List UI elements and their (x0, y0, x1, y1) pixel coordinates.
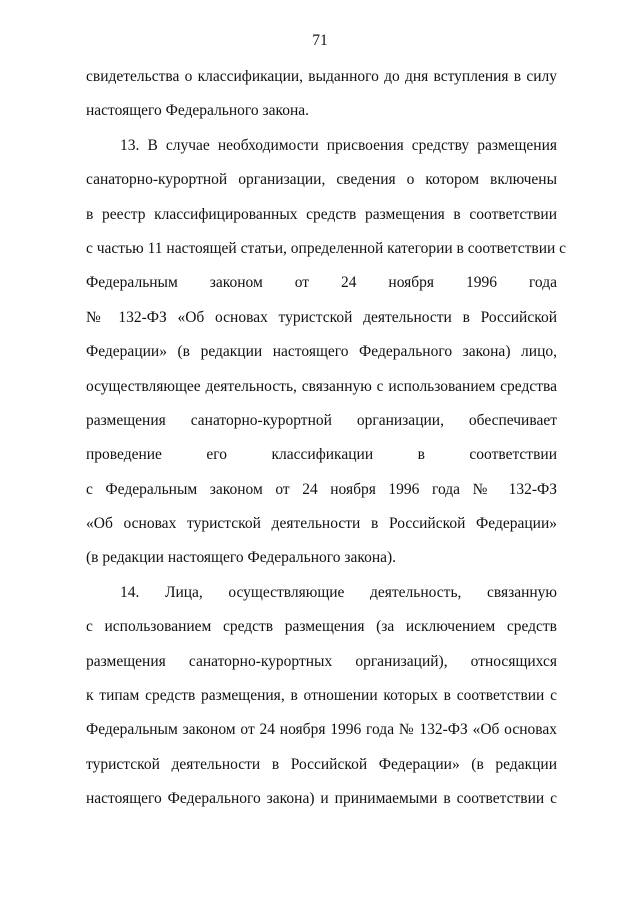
paragraph-continuation (86, 60, 557, 129)
text-line: «Об основах туристской деятельности в Российской Федерации» (86, 515, 557, 533)
text-line: размещения санаторно-курортных организаций), относящихся (86, 652, 557, 670)
text-line: свидетельства о классификации, выданного до дня вступления в силу (86, 68, 557, 85)
text-line: с использованием средств размещения (за исключением средств (86, 618, 557, 636)
text-line: 13. В случае необходимости присвоения средству размещения (120, 136, 557, 154)
text-line: санаторно-курортной организации, сведения о котором включены (86, 171, 557, 189)
text-line: Федеральным законом от 24 ноября 1996 года № 132-ФЗ «Об основах (86, 721, 557, 739)
text-line: № 132-ФЗ «Об основах туристской деятельности в Российской (86, 308, 557, 326)
text-line: с частью 11 настоящей статьи, определенной категории в соответствии с (86, 239, 567, 257)
text-line: осуществляющее деятельность, связанную с использованием средства (86, 377, 557, 395)
paragraph-item-14 (86, 576, 557, 817)
text-line: в реестр классифицированных средств размещения в соответствии (86, 205, 557, 223)
text-line: размещения санаторно-курортной организации, обеспечивает (86, 411, 557, 429)
text-line: проведение его классификации в соответствии (86, 446, 557, 464)
text-line: 14. Лица, осуществляющие деятельность, связанную (120, 583, 557, 601)
text-line: настоящего Федерального закона. (86, 102, 310, 120)
text-line: (в редакции настоящего Федерального закона). (86, 549, 397, 567)
text-line: к типам средств размещения, в отношении которых в соответствии с (86, 687, 557, 705)
page-number: 71 (312, 32, 328, 49)
document-body (86, 60, 567, 817)
text-line: туристской деятельности в Российской Федерации» (в редакции (86, 755, 557, 773)
text-line: Федерации» (в редакции настоящего Федерального закона) лицо, (86, 343, 557, 361)
text-line: с Федеральным законом от 24 ноября 1996 года № 132-ФЗ (86, 480, 557, 498)
text-line: настоящего Федерального закона) и принимаемыми в соответствии с (86, 790, 557, 808)
text-line: Федеральным законом от 24 ноября 1996 года (86, 274, 557, 292)
paragraph-item-13 (86, 129, 567, 576)
